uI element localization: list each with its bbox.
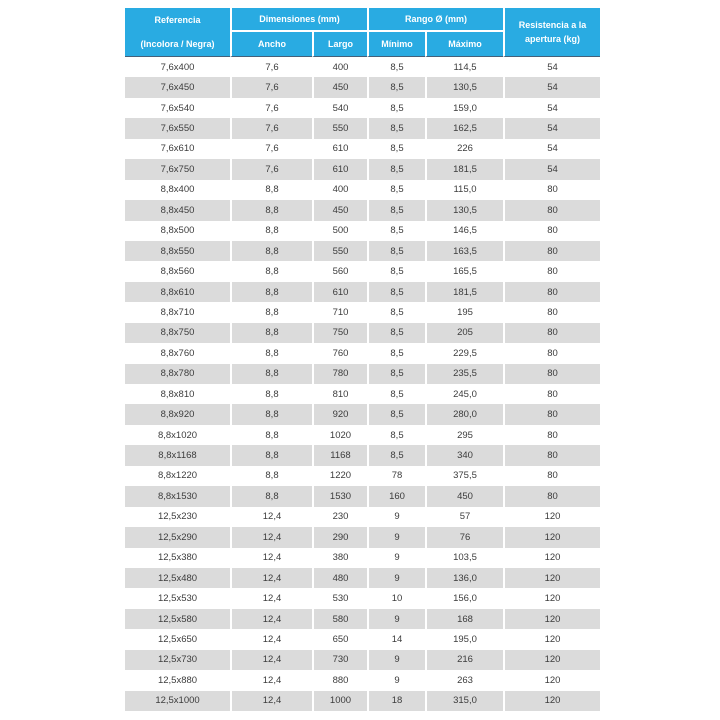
cell-resistencia: 120 xyxy=(503,650,600,670)
table-row xyxy=(125,670,600,690)
cell-ancho: 12,4 xyxy=(230,691,312,711)
cell-minimo: 160 xyxy=(367,486,425,506)
cell-maximo: 136,0 xyxy=(425,568,503,588)
table-row xyxy=(125,221,600,241)
cell-minimo: 8,5 xyxy=(367,261,425,281)
table-row xyxy=(125,261,600,281)
header-resistencia xyxy=(503,8,600,57)
cell-referencia: 7,6x750 xyxy=(125,159,230,179)
cell-maximo: 168 xyxy=(425,609,503,629)
cell-maximo: 340 xyxy=(425,445,503,465)
cell-largo: 1530 xyxy=(312,486,367,506)
cell-ancho: 12,4 xyxy=(230,548,312,568)
cell-referencia: 8,8x760 xyxy=(125,343,230,363)
cell-resistencia: 54 xyxy=(503,77,600,97)
cell-maximo: 245,0 xyxy=(425,384,503,404)
cell-minimo: 8,5 xyxy=(367,159,425,179)
cell-maximo: 159,0 xyxy=(425,98,503,118)
cell-maximo: 181,5 xyxy=(425,159,503,179)
cell-minimo: 8,5 xyxy=(367,282,425,302)
cell-resistencia: 80 xyxy=(503,404,600,424)
cell-resistencia: 80 xyxy=(503,261,600,281)
cell-ancho: 8,8 xyxy=(230,445,312,465)
cell-resistencia: 80 xyxy=(503,282,600,302)
cell-referencia: 7,6x400 xyxy=(125,57,230,77)
table-row xyxy=(125,241,600,261)
cell-resistencia: 80 xyxy=(503,180,600,200)
cell-minimo: 14 xyxy=(367,629,425,649)
cell-maximo: 195,0 xyxy=(425,629,503,649)
cell-minimo: 8,5 xyxy=(367,118,425,138)
cell-referencia: 8,8x810 xyxy=(125,384,230,404)
table-row xyxy=(125,343,600,363)
cell-minimo: 8,5 xyxy=(367,343,425,363)
cell-minimo: 8,5 xyxy=(367,77,425,97)
cell-maximo: 162,5 xyxy=(425,118,503,138)
cell-largo: 450 xyxy=(312,200,367,220)
cell-largo: 400 xyxy=(312,57,367,77)
cell-referencia: 8,8x610 xyxy=(125,282,230,302)
spec-table xyxy=(125,8,600,711)
cell-largo: 550 xyxy=(312,118,367,138)
cell-ancho: 7,6 xyxy=(230,57,312,77)
cell-ancho: 8,8 xyxy=(230,241,312,261)
table-row xyxy=(125,384,600,404)
cell-maximo: 205 xyxy=(425,323,503,343)
cell-maximo: 280,0 xyxy=(425,404,503,424)
cell-referencia: 8,8x1220 xyxy=(125,466,230,486)
cell-resistencia: 120 xyxy=(503,568,600,588)
table-row xyxy=(125,609,600,629)
cell-largo: 1000 xyxy=(312,691,367,711)
cell-minimo: 78 xyxy=(367,466,425,486)
cell-largo: 760 xyxy=(312,343,367,363)
header-maximo: Máximo xyxy=(425,32,503,57)
cell-ancho: 8,8 xyxy=(230,200,312,220)
cell-maximo: 156,0 xyxy=(425,588,503,608)
cell-maximo: 57 xyxy=(425,507,503,527)
header-referencia-subtitle: (Incolora / Negra) xyxy=(140,38,215,49)
cell-largo: 290 xyxy=(312,527,367,547)
cell-minimo: 9 xyxy=(367,670,425,690)
cell-resistencia: 80 xyxy=(503,425,600,445)
cell-ancho: 8,8 xyxy=(230,180,312,200)
table-row xyxy=(125,57,600,77)
cell-maximo: 235,5 xyxy=(425,364,503,384)
cell-resistencia: 120 xyxy=(503,691,600,711)
cell-referencia: 12,5x290 xyxy=(125,527,230,547)
cell-resistencia: 54 xyxy=(503,98,600,118)
cell-resistencia: 120 xyxy=(503,507,600,527)
cell-minimo: 8,5 xyxy=(367,221,425,241)
cell-resistencia: 80 xyxy=(503,343,600,363)
cell-ancho: 8,8 xyxy=(230,221,312,241)
cell-minimo: 8,5 xyxy=(367,180,425,200)
cell-largo: 1168 xyxy=(312,445,367,465)
table-row xyxy=(125,180,600,200)
table-row xyxy=(125,425,600,445)
cell-resistencia: 80 xyxy=(503,302,600,322)
cell-minimo: 18 xyxy=(367,691,425,711)
cell-ancho: 8,8 xyxy=(230,404,312,424)
cell-minimo: 8,5 xyxy=(367,302,425,322)
cell-referencia: 8,8x750 xyxy=(125,323,230,343)
table-row xyxy=(125,77,600,97)
cell-ancho: 7,6 xyxy=(230,139,312,159)
cell-resistencia: 120 xyxy=(503,527,600,547)
cell-ancho: 8,8 xyxy=(230,425,312,445)
cell-referencia: 8,8x920 xyxy=(125,404,230,424)
header-minimo: Mínimo xyxy=(367,32,425,57)
cell-minimo: 8,5 xyxy=(367,98,425,118)
cell-ancho: 12,4 xyxy=(230,527,312,547)
cell-largo: 500 xyxy=(312,221,367,241)
cell-resistencia: 54 xyxy=(503,118,600,138)
cell-minimo: 8,5 xyxy=(367,404,425,424)
table-row xyxy=(125,118,600,138)
cell-resistencia: 54 xyxy=(503,139,600,159)
header-dimensiones: Dimensiones (mm) xyxy=(230,8,367,32)
cell-largo: 1020 xyxy=(312,425,367,445)
cell-ancho: 12,4 xyxy=(230,568,312,588)
table-row xyxy=(125,200,600,220)
cell-minimo: 8,5 xyxy=(367,445,425,465)
cell-resistencia: 80 xyxy=(503,364,600,384)
cell-maximo: 130,5 xyxy=(425,77,503,97)
cell-referencia: 7,6x550 xyxy=(125,118,230,138)
cell-ancho: 7,6 xyxy=(230,118,312,138)
table-row xyxy=(125,588,600,608)
cell-referencia: 8,8x400 xyxy=(125,180,230,200)
cell-maximo: 229,5 xyxy=(425,343,503,363)
cell-minimo: 8,5 xyxy=(367,364,425,384)
header-resistencia-line1: Resistencia a la xyxy=(518,20,587,31)
table-row xyxy=(125,98,600,118)
cell-referencia: 7,6x540 xyxy=(125,98,230,118)
cell-largo: 710 xyxy=(312,302,367,322)
table-row xyxy=(125,302,600,322)
cell-minimo: 9 xyxy=(367,568,425,588)
cell-largo: 880 xyxy=(312,670,367,690)
cell-maximo: 195 xyxy=(425,302,503,322)
cell-ancho: 8,8 xyxy=(230,323,312,343)
cell-referencia: 8,8x560 xyxy=(125,261,230,281)
header-referencia-title: Referencia xyxy=(154,14,201,25)
cell-largo: 780 xyxy=(312,364,367,384)
cell-referencia: 12,5x880 xyxy=(125,670,230,690)
cell-referencia: 12,5x480 xyxy=(125,568,230,588)
cell-ancho: 7,6 xyxy=(230,159,312,179)
cell-ancho: 12,4 xyxy=(230,670,312,690)
cell-maximo: 216 xyxy=(425,650,503,670)
cell-referencia: 8,8x550 xyxy=(125,241,230,261)
header-rango: Rango Ø (mm) xyxy=(367,8,503,32)
cell-minimo: 8,5 xyxy=(367,384,425,404)
cell-maximo: 181,5 xyxy=(425,282,503,302)
cell-minimo: 8,5 xyxy=(367,139,425,159)
cell-resistencia: 80 xyxy=(503,241,600,261)
table-row xyxy=(125,404,600,424)
cell-largo: 810 xyxy=(312,384,367,404)
cell-referencia: 8,8x450 xyxy=(125,200,230,220)
cell-ancho: 8,8 xyxy=(230,466,312,486)
cell-largo: 650 xyxy=(312,629,367,649)
table-row xyxy=(125,507,600,527)
cell-minimo: 9 xyxy=(367,548,425,568)
table-row xyxy=(125,139,600,159)
cell-maximo: 375,5 xyxy=(425,466,503,486)
cell-largo: 550 xyxy=(312,241,367,261)
table-header xyxy=(125,8,600,57)
cell-largo: 580 xyxy=(312,609,367,629)
cell-largo: 920 xyxy=(312,404,367,424)
table-row xyxy=(125,466,600,486)
cell-maximo: 114,5 xyxy=(425,57,503,77)
table-row xyxy=(125,548,600,568)
cell-largo: 610 xyxy=(312,139,367,159)
cell-referencia: 8,8x780 xyxy=(125,364,230,384)
cell-ancho: 8,8 xyxy=(230,282,312,302)
cell-resistencia: 54 xyxy=(503,57,600,77)
cell-ancho: 8,8 xyxy=(230,364,312,384)
cell-ancho: 12,4 xyxy=(230,507,312,527)
cell-referencia: 12,5x230 xyxy=(125,507,230,527)
cell-referencia: 8,8x1168 xyxy=(125,445,230,465)
table-row xyxy=(125,527,600,547)
cell-resistencia: 80 xyxy=(503,486,600,506)
cell-referencia: 7,6x610 xyxy=(125,139,230,159)
cell-minimo: 8,5 xyxy=(367,241,425,261)
cell-minimo: 10 xyxy=(367,588,425,608)
cell-minimo: 9 xyxy=(367,609,425,629)
header-largo: Largo xyxy=(312,32,367,57)
cell-resistencia: 80 xyxy=(503,221,600,241)
cell-ancho: 12,4 xyxy=(230,650,312,670)
cell-ancho: 12,4 xyxy=(230,588,312,608)
table-row xyxy=(125,282,600,302)
cell-maximo: 165,5 xyxy=(425,261,503,281)
cell-largo: 610 xyxy=(312,282,367,302)
cell-resistencia: 120 xyxy=(503,609,600,629)
cell-maximo: 130,5 xyxy=(425,200,503,220)
table-row xyxy=(125,159,600,179)
cell-maximo: 315,0 xyxy=(425,691,503,711)
cell-largo: 480 xyxy=(312,568,367,588)
cell-maximo: 76 xyxy=(425,527,503,547)
cell-minimo: 8,5 xyxy=(367,200,425,220)
cell-largo: 540 xyxy=(312,98,367,118)
cell-resistencia: 120 xyxy=(503,548,600,568)
cell-referencia: 8,8x1530 xyxy=(125,486,230,506)
cell-resistencia: 120 xyxy=(503,588,600,608)
cell-resistencia: 80 xyxy=(503,384,600,404)
cell-largo: 230 xyxy=(312,507,367,527)
cell-referencia: 8,8x710 xyxy=(125,302,230,322)
table-row xyxy=(125,445,600,465)
cell-referencia: 12,5x380 xyxy=(125,548,230,568)
header-resistencia-line2: apertura (kg) xyxy=(524,33,580,44)
table-row xyxy=(125,629,600,649)
cell-referencia: 12,5x730 xyxy=(125,650,230,670)
cell-largo: 380 xyxy=(312,548,367,568)
cell-maximo: 163,5 xyxy=(425,241,503,261)
cell-ancho: 8,8 xyxy=(230,302,312,322)
table-row xyxy=(125,364,600,384)
cell-maximo: 103,5 xyxy=(425,548,503,568)
cell-largo: 610 xyxy=(312,159,367,179)
cell-largo: 730 xyxy=(312,650,367,670)
cell-ancho: 8,8 xyxy=(230,384,312,404)
cell-maximo: 146,5 xyxy=(425,221,503,241)
cell-largo: 450 xyxy=(312,77,367,97)
header-ancho: Ancho xyxy=(230,32,312,57)
cell-minimo: 8,5 xyxy=(367,57,425,77)
cell-minimo: 9 xyxy=(367,527,425,547)
table-row xyxy=(125,650,600,670)
cell-referencia: 7,6x450 xyxy=(125,77,230,97)
table-row xyxy=(125,323,600,343)
cell-resistencia: 54 xyxy=(503,159,600,179)
table-body xyxy=(125,57,600,711)
cell-resistencia: 80 xyxy=(503,200,600,220)
cell-maximo: 226 xyxy=(425,139,503,159)
cell-ancho: 12,4 xyxy=(230,629,312,649)
cell-ancho: 7,6 xyxy=(230,77,312,97)
table-row xyxy=(125,568,600,588)
cell-ancho: 8,8 xyxy=(230,486,312,506)
cell-maximo: 115,0 xyxy=(425,180,503,200)
cell-referencia: 8,8x500 xyxy=(125,221,230,241)
cell-referencia: 12,5x650 xyxy=(125,629,230,649)
cell-largo: 560 xyxy=(312,261,367,281)
cell-largo: 750 xyxy=(312,323,367,343)
cell-maximo: 450 xyxy=(425,486,503,506)
cell-ancho: 8,8 xyxy=(230,261,312,281)
cell-referencia: 12,5x530 xyxy=(125,588,230,608)
cell-maximo: 263 xyxy=(425,670,503,690)
cell-resistencia: 120 xyxy=(503,670,600,690)
cell-resistencia: 80 xyxy=(503,466,600,486)
cell-minimo: 9 xyxy=(367,507,425,527)
cell-largo: 530 xyxy=(312,588,367,608)
cell-ancho: 12,4 xyxy=(230,609,312,629)
cell-ancho: 8,8 xyxy=(230,343,312,363)
cell-referencia: 12,5x1000 xyxy=(125,691,230,711)
header-referencia xyxy=(125,8,230,57)
cell-minimo: 9 xyxy=(367,650,425,670)
table-row xyxy=(125,486,600,506)
cell-resistencia: 80 xyxy=(503,323,600,343)
table-row xyxy=(125,691,600,711)
cell-minimo: 8,5 xyxy=(367,323,425,343)
cell-referencia: 12,5x580 xyxy=(125,609,230,629)
cell-minimo: 8,5 xyxy=(367,425,425,445)
cell-largo: 400 xyxy=(312,180,367,200)
cell-resistencia: 80 xyxy=(503,445,600,465)
cell-maximo: 295 xyxy=(425,425,503,445)
cell-referencia: 8,8x1020 xyxy=(125,425,230,445)
cell-ancho: 7,6 xyxy=(230,98,312,118)
cell-resistencia: 120 xyxy=(503,629,600,649)
cell-largo: 1220 xyxy=(312,466,367,486)
